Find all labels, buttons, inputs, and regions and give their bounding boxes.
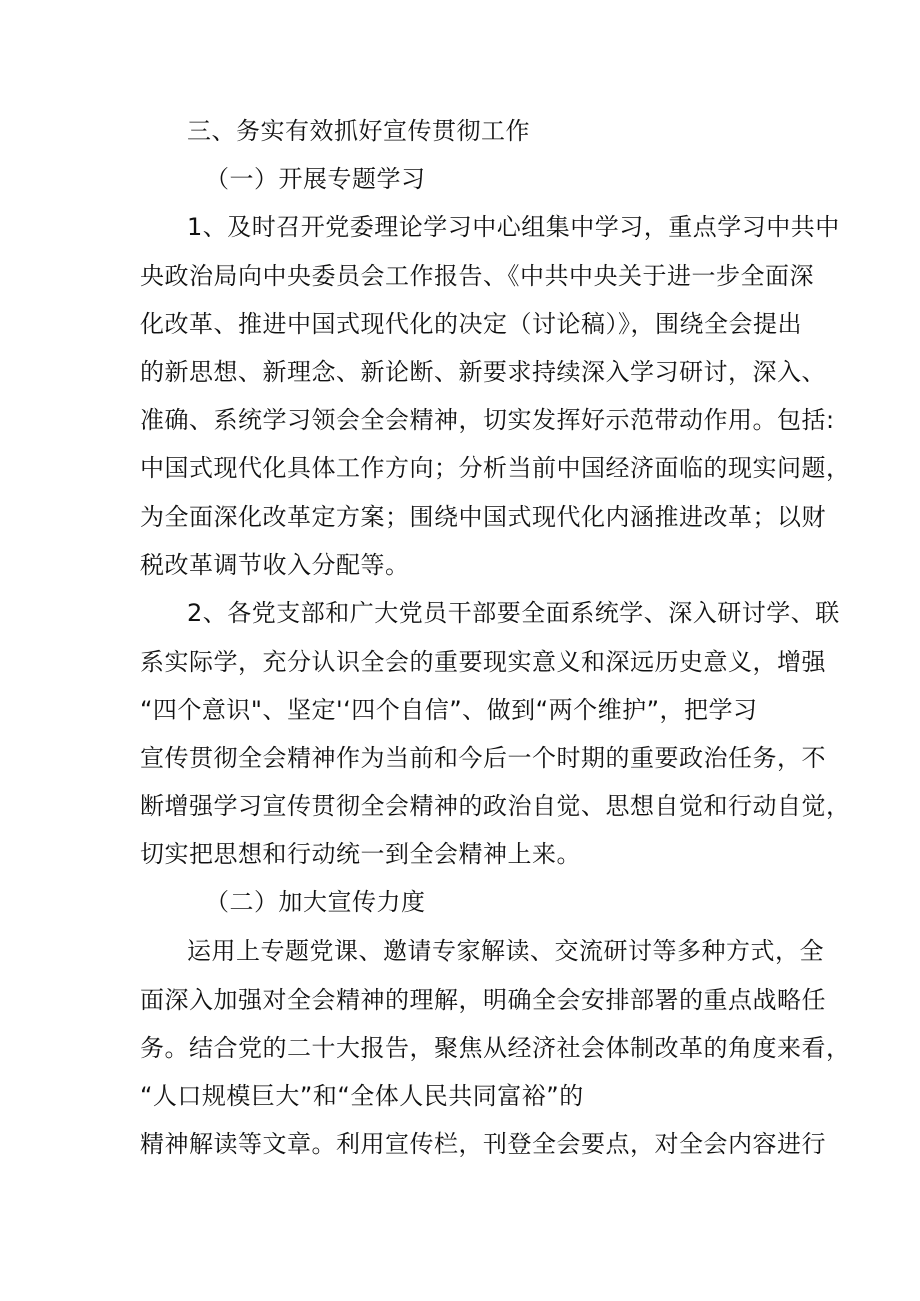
paragraph-2-line-3: “四个意识"、坚定'‘四个自信”、做到“两个维护”，把学习: [140, 696, 758, 724]
paragraph-1-line-8: 税改革调节收入分配等。: [140, 551, 410, 579]
paragraph-2-line-4: 宣传贯彻全会精神作为当前和今后一个时期的重要政治任务，不: [140, 744, 826, 772]
paragraph-1-line-1: 1、及时召开党委理论学习中心组集中学习，重点学习中共中: [187, 213, 840, 241]
paragraph-3-line-4: “人口规模巨大”和“全体人民共同富裕”的: [140, 1082, 584, 1110]
paragraph-1-line-2: 央政治局向中央委员会工作报告、《中共中央关于进一步全面深: [140, 262, 814, 290]
paragraph-1-line-6: 中国式现代化具体工作方向；分析当前中国经济面临的现实问题，: [140, 454, 851, 482]
paragraph-1-line-5: 准确、系统学习领会全会精神，切实发挥好示范带动作用。包括:: [140, 406, 835, 434]
subsection-heading-1: （一）开展专题学习: [205, 165, 426, 193]
section-heading: 三、务实有效抓好宣传贯彻工作: [187, 117, 530, 145]
paragraph-3-line-2: 面深入加强对全会精神的理解，明确全会安排部署的重点战略任: [140, 986, 826, 1014]
paragraph-1-line-4: 的新思想、新理念、新论断、新要求持续深入学习研讨，深入、: [140, 358, 826, 386]
paragraph-3-line-3: 务。结合党的二十大报告，聚焦从经济社会体制改革的角度来看，: [140, 1034, 851, 1062]
paragraph-2-line-2: 系实际学，充分认识全会的重要现实意义和深远历史意义，增强: [140, 648, 826, 676]
paragraph-2-line-5: 断增强学习宣传贯彻全会精神的政治自觉、思想自觉和行动自觉，: [140, 792, 851, 820]
paragraph-1-line-7: 为全面深化改革定方案；围绕中国式现代化内涵推进改革；以财: [140, 503, 826, 531]
subsection-heading-2: （二）加大宣传力度: [205, 888, 426, 916]
paragraph-3-line-1: 运用上专题党课、邀请专家解读、交流研讨等多种方式，全: [187, 937, 824, 965]
paragraph-2-line-1: 2、各党支部和广大党员干部要全面系统学、深入研讨学、联: [187, 599, 840, 627]
paragraph-3-line-5: 精神解读等文章。利用宣传栏，刊登全会要点，对全会内容进行: [140, 1130, 826, 1158]
paragraph-2-line-6: 切实把思想和行动统一到全会精神上来。: [140, 840, 581, 868]
paragraph-1-line-3: 化改革、推进中国式现代化的决定（讨论稿）》，围绕全会提出: [140, 310, 802, 338]
